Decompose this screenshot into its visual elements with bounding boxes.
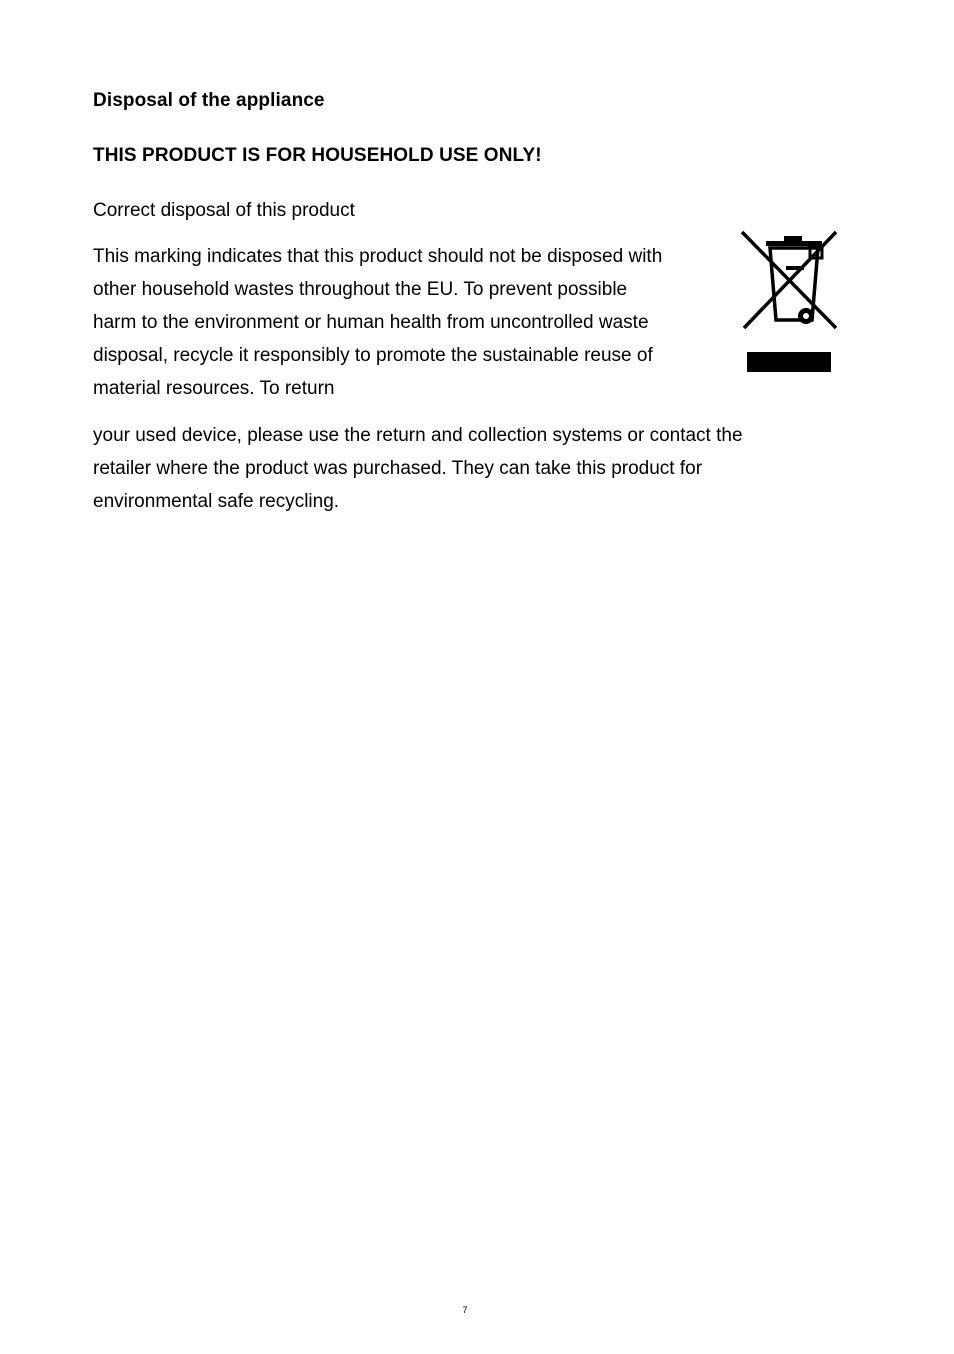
- paragraph-line: other household wastes throughout the EU. To prevent possible: [93, 279, 628, 300]
- disposal-paragraph-2: [93, 419, 853, 518]
- paragraph-line: your used device, please use the return and collection systems or contact the: [93, 425, 743, 446]
- household-use-notice: THIS PRODUCT IS FOR HOUSEHOLD USE ONLY!: [93, 145, 542, 166]
- page-number: 7: [462, 1305, 468, 1315]
- paragraph-line: environmental safe recycling.: [93, 491, 340, 512]
- section-title: Correct disposal of this product: [93, 200, 355, 221]
- paragraph-line: harm to the environment or human health from uncontrolled waste: [93, 312, 649, 333]
- page-title: Disposal of the appliance: [93, 90, 325, 111]
- paragraph-line: This marking indicates that this product should not be disposed with: [93, 246, 663, 267]
- paragraph-line: retailer where the product was purchased. They can take this product for: [93, 458, 703, 479]
- paragraph-line: material resources. To return: [93, 378, 335, 399]
- paragraph-line: disposal, recycle it responsibly to promote the sustainable reuse of: [93, 345, 653, 366]
- weee-crossed-out-bin-icon: [738, 228, 842, 376]
- disposal-paragraph-1: [93, 240, 733, 405]
